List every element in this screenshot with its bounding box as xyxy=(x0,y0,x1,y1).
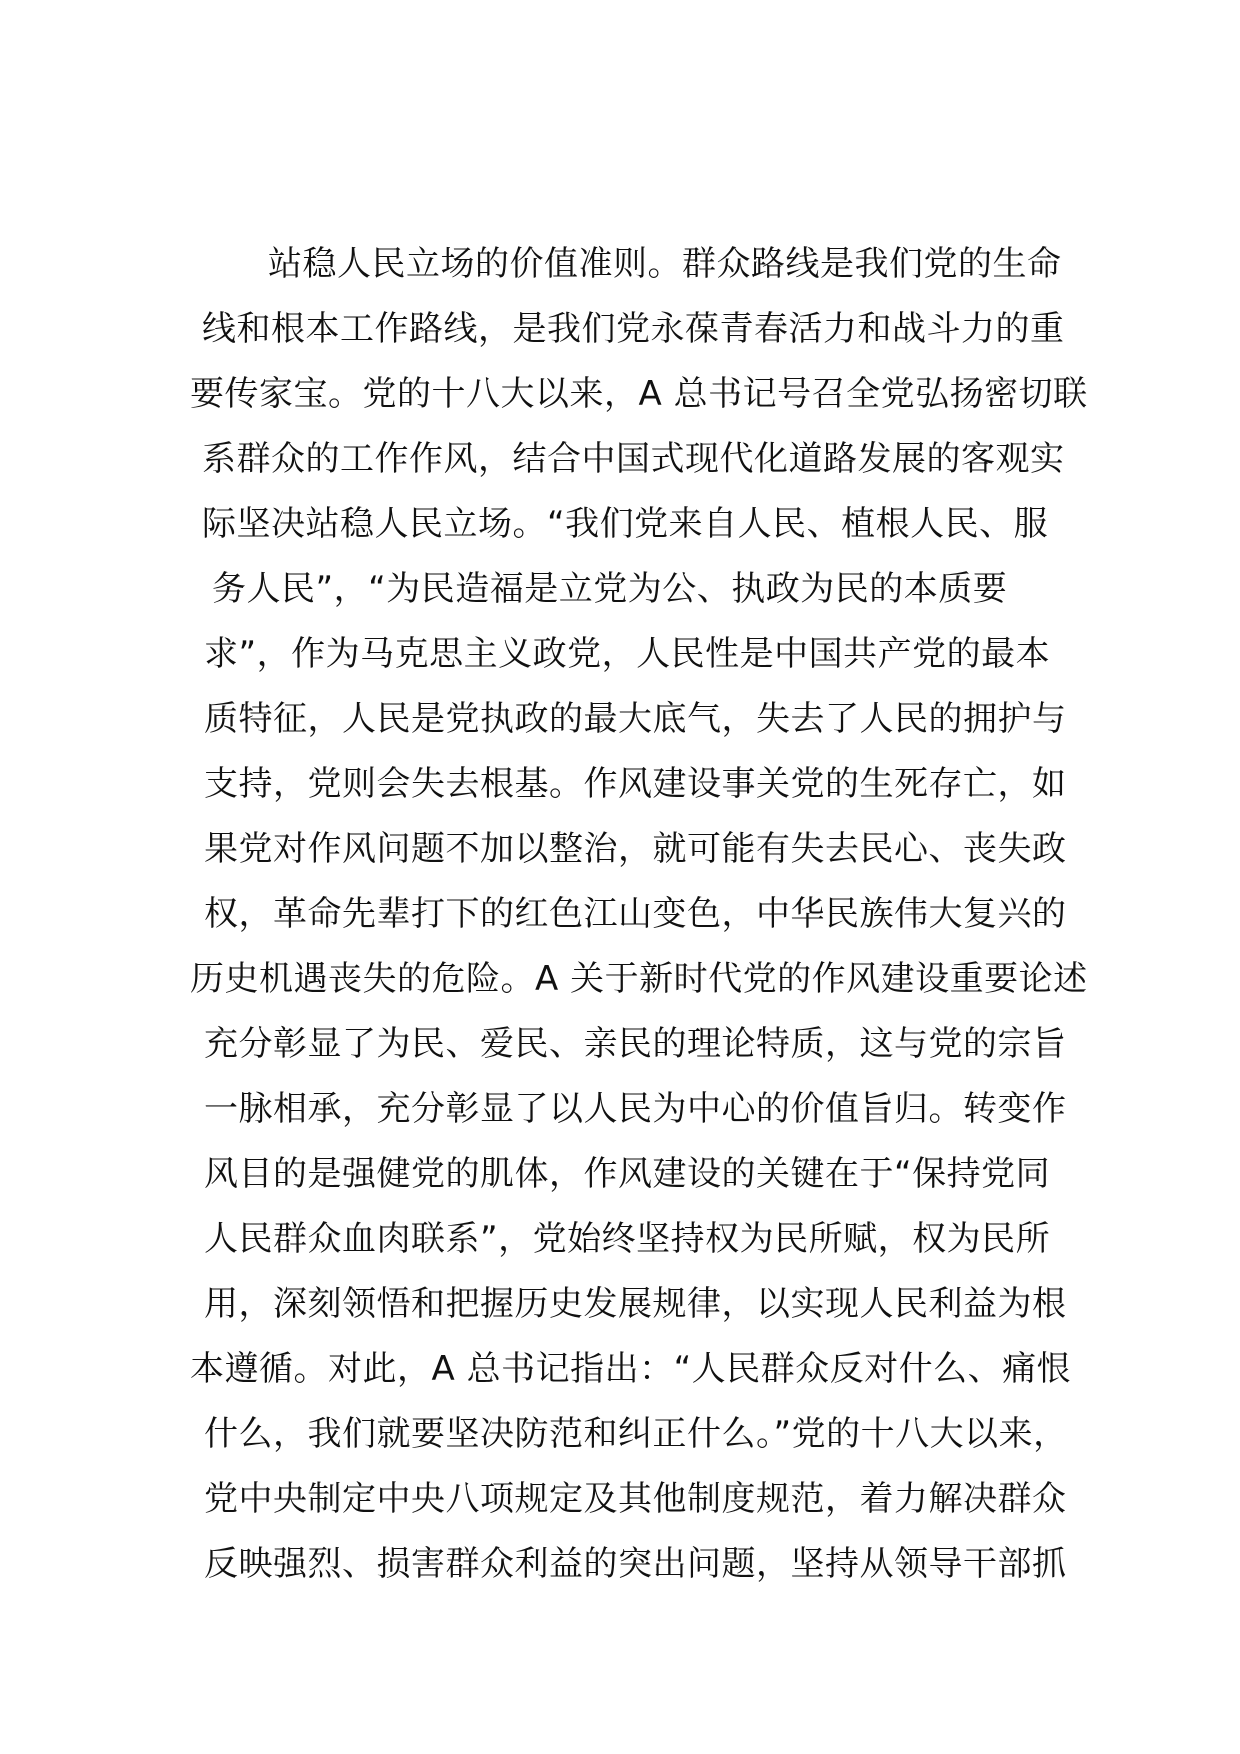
paragraph-line: 要传家宝。党的十八大以来，A 总书记号召全党弘扬密切联 xyxy=(190,374,1088,414)
paragraph-line: 本遵循。对此，A 总书记指出：“人民群众反对什么、痛恨 xyxy=(190,1349,1072,1389)
paragraph-line: 什么，我们就要坚决防范和纠正什么。”党的十八大以来， xyxy=(204,1414,1068,1454)
paragraph-line: 反映强烈、损害群众利益的突出问题，坚持从领导干部抓 xyxy=(204,1544,1067,1584)
paragraph-line: 用，深刻领悟和把握历史发展规律，以实现人民利益为根 xyxy=(204,1284,1067,1324)
paragraph-line: 人民群众血肉联系”，党始终坚持权为民所赋，权为民所 xyxy=(204,1219,1051,1259)
paragraph-line: 一脉相承，充分彰显了以人民为中心的价值旨归。转变作 xyxy=(204,1089,1067,1129)
paragraph-line: 支持，党则会失去根基。作风建设事关党的生死存亡，如 xyxy=(204,764,1067,804)
paragraph-line: 果党对作风问题不加以整治，就可能有失去民心、丧失政 xyxy=(204,829,1067,869)
paragraph-line: 党中央制定中央八项规定及其他制度规范，着力解决群众 xyxy=(204,1479,1067,1519)
paragraph-line: 充分彰显了为民、爱民、亲民的理论特质，这与党的宗旨 xyxy=(204,1024,1067,1064)
paragraph-line: 质特征，人民是党执政的最大底气，失去了人民的拥护与 xyxy=(204,699,1067,739)
paragraph-line: 际坚决站稳人民立场。“我们党来自人民、植根人民、服 xyxy=(202,504,1049,544)
paragraph-line: 历史机遇丧失的危险。A 关于新时代党的作风建设重要论述 xyxy=(190,959,1088,999)
paragraph-line: 系群众的工作作风，结合中国式现代化道路发展的客观实 xyxy=(202,439,1065,479)
paragraph-line: 站稳人民立场的价值准则。群众路线是我们党的生命 xyxy=(268,244,1062,284)
paragraph-line: 权，革命先辈打下的红色江山变色，中华民族伟大复兴的 xyxy=(204,894,1067,934)
paragraph-line: 务人民”，“为民造福是立党为公、执政为民的本质要 xyxy=(212,569,1008,609)
body-paragraph xyxy=(190,232,1088,1597)
paragraph-line: 求”，作为马克思主义政党，人民性是中国共产党的最本 xyxy=(204,634,1051,674)
paragraph-line: 线和根本工作路线，是我们党永葆青春活力和战斗力的重 xyxy=(202,309,1065,349)
paragraph-line: 风目的是强健党的肌体，作风建设的关键在于“保持党同 xyxy=(204,1154,1051,1194)
